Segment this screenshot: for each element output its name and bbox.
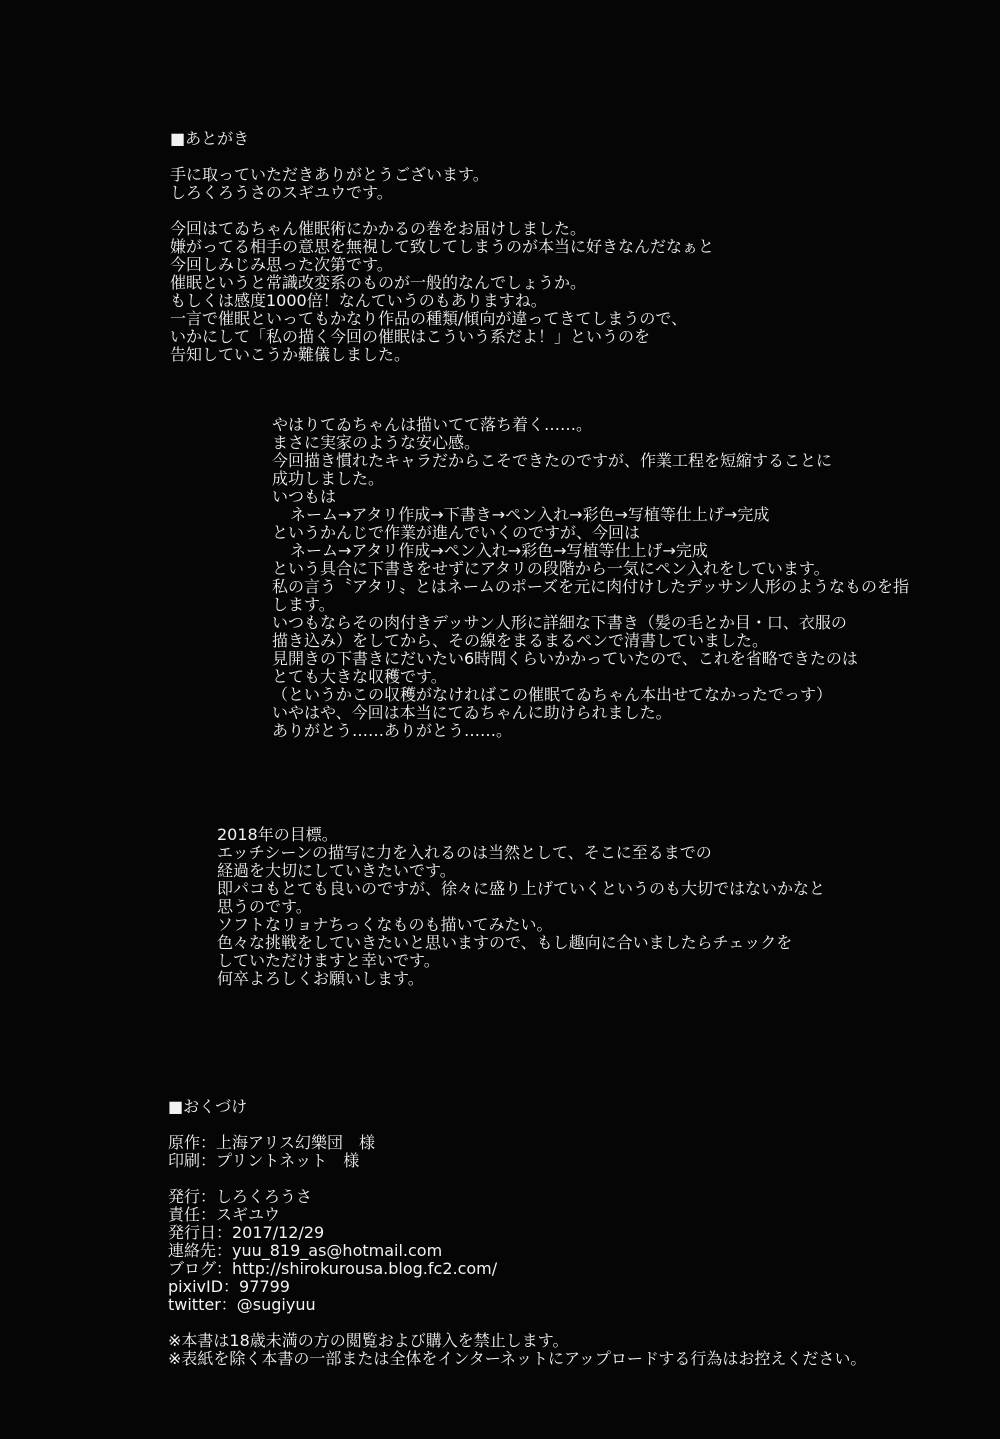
paragraph1-line-8: 告知していこうか難儀しました。 [170,345,411,364]
paragraph3-line-6: ソフトなリョナちっくなものも描いてみたい。 [217,915,553,934]
paragraph1-line-5: もしくは感度1000倍！なんていうのもありますね。 [170,291,547,310]
paragraph1-line-7: いかにして「私の描く今回の催眠はこういう系だよ！」というのを [170,327,651,346]
paragraph2-line-7: というかんじで作業が進んでいくのですが、今回は [272,523,641,542]
paragraph2-line-2: まさに実家のような安心感。 [272,433,481,452]
detail-pixiv-id: pixivID：97799 [168,1277,290,1296]
afterword-paragraph-3 [217,826,825,988]
paragraph2-line-11: いつもならその肉付きデッサン人形に詳細な下書き（髪の毛とか目・口、衣服の [272,613,847,632]
detail-contact-email: 連絡先：yuu_819_as@hotmail.com [168,1241,443,1260]
credit-printing: 印刷：プリントネット 様 [168,1151,360,1170]
detail-responsible: 責任：スギユウ [168,1205,281,1224]
paragraph1-line-4: 催眠というと常識改変系のものが一般的なんでしょうか。 [170,273,587,292]
paragraph3-line-1: 2018年の目標。 [217,825,338,844]
detail-twitter: twitter：@sugiyuu [168,1295,316,1314]
paragraph1-line-2: 嫌がってる相手の意思を無視して致してしまうのが本当に好きなんだなぁと [170,237,715,256]
notice-age-restriction: ※本書は18歳未満の方の閲覧および購入を禁止します。 [168,1331,569,1350]
intro-line-1: 手に取っていただきありがとうございます。 [170,165,489,184]
paragraph3-line-7: 色々な挑戦をしていきたいと思いますので、もし趣向に合いましたらチェックを [217,933,793,952]
detail-publish-date: 発行日：2017/12/29 [168,1223,325,1242]
paragraph3-line-4: 即パコもとても良いのですが、徐々に盛り上げていくというのも大切ではないかなと [217,879,826,898]
paragraph3-line-5: 思うのです。 [217,897,312,916]
paragraph2-line-8: ネーム→アタリ作成→ペン入れ→彩色→写植等仕上げ→完成 [290,541,708,560]
paragraph1-line-6: 一言で催眠といってもかなり作品の種類/傾向が違ってきてしまうので、 [170,309,688,328]
paragraph3-line-3: 経過を大切にしていきたいです。 [217,861,456,880]
paragraph2-line-17: ありがとう……ありがとう……。 [272,721,513,740]
afterword-heading: ■あとがき [170,129,250,148]
paragraph2-line-16: いやはや、今回は本当にてゐちゃんに助けられました。 [272,703,672,722]
paragraph2-line-5: いつもは [272,487,337,506]
paragraph1-line-1: 今回はてゐちゃん催眠術にかかるの巻をお届けしました。 [170,219,587,238]
colophon-heading: ■おくづけ [168,1097,248,1116]
paragraph2-line-12: 描き込み）をしてから、その線をまるまるペンで清書していました。 [272,631,769,650]
credit-original-work: 原作：上海アリス幻樂団 様 [168,1133,376,1152]
paragraph2-line-9: という具合に下書きをせずにアタリの段階から一気にペン入れをしています。 [272,559,830,578]
detail-publisher: 発行：しろくろうさ [168,1187,313,1206]
paragraph2-line-6: ネーム→アタリ作成→下書き→ペン入れ→彩色→写植等仕上げ→完成 [290,505,770,524]
paragraph2-line-10: 私の言う〝アタリ〟とはネームのポーズを元に肉付けしたデッサン人形のようなものを指します。 [272,577,909,614]
paragraph2-line-14: とても大きな収穫です。 [272,667,447,686]
colophon-section [168,1098,866,1368]
afterword-section [170,130,714,364]
paragraph2-line-13: 見開きの下書きにだいたい6時間くらいかかっていたので、これを省略できたのは [272,649,858,668]
notice-no-upload: ※表紙を除く本書の一部または全体をインターネットにアップロードする行為はお控えください。 [168,1349,867,1368]
intro-line-2: しろくろうさのスギユウです。 [170,183,393,202]
paragraph2-line-4: 成功しました。 [272,469,385,488]
paragraph2-line-3: 今回描き慣れたキャラだからこそできたのですが、作業工程を短縮することに [272,451,833,470]
paragraph3-line-8: していただけますと幸いです。 [217,951,440,970]
paragraph3-line-2: エッチシーンの描写に力を入れるのは当然として、そこに至るまでの [217,843,712,862]
afterword-paragraph-2 [272,416,912,740]
paragraph2-line-15: （というかこの収穫がなければこの催眠てゐちゃん本出せてなかったでっす） [272,685,833,704]
paragraph2-line-1: やはりてゐちゃんは描いてて落ち着く……。 [272,415,593,434]
paragraph1-line-3: 今回しみじみ思った次第です。 [170,255,393,274]
paragraph3-line-9: 何卒よろしくお願いします。 [217,969,424,988]
detail-blog-url: ブログ：http://shirokurousa.blog.fc2.com/ [168,1259,498,1278]
